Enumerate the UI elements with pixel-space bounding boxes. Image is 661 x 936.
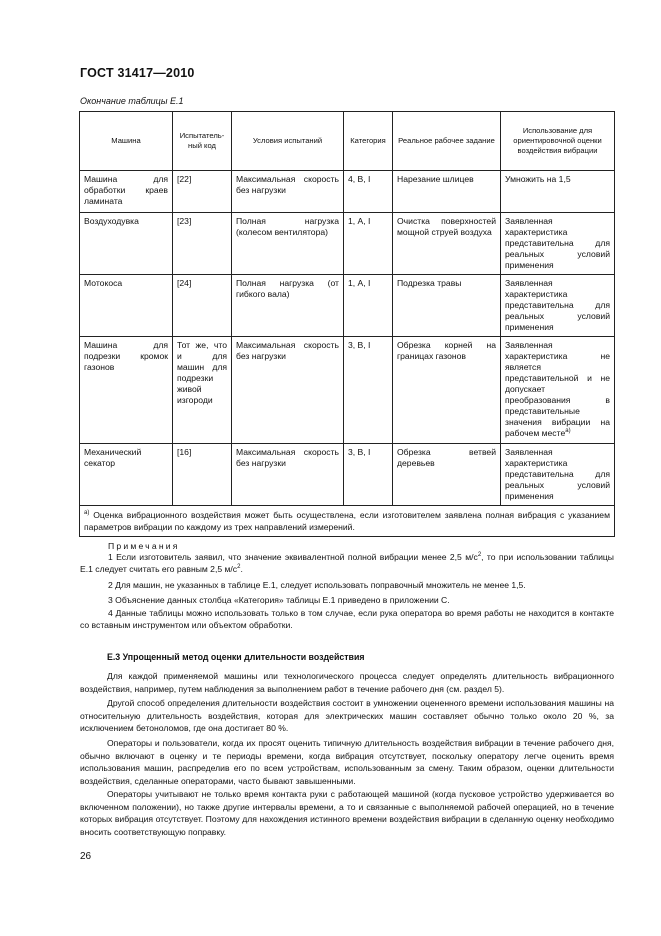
footnote-mark: а) bbox=[84, 510, 90, 517]
table-header-row bbox=[80, 112, 615, 171]
task-cell: Обрезка ветвей деревьев bbox=[393, 444, 501, 506]
category-cell: 3, В, I bbox=[344, 337, 393, 444]
column-header: Категория bbox=[344, 112, 393, 171]
note-3: 3 Объяснение данных столбца «Категория» таблицы Е.1 приведено в приложении С. bbox=[108, 595, 450, 605]
paragraph: Для каждой применяемой машины или технологического процесса следует определять длительность вибрационного воздействия, например, путем наблюдения за выполнением работ в течение рабочего дня (см. раздел 5). bbox=[80, 671, 614, 694]
task-cell: Подрезка травы bbox=[393, 275, 501, 337]
code-cell: [23] bbox=[173, 213, 232, 275]
task-cell: Обрезка корней на границах газонов bbox=[393, 337, 501, 444]
section-title: Е.3 Упрощенный метод оценки длительности воздействия bbox=[107, 652, 365, 662]
column-header: Реальное рабочее задание bbox=[393, 112, 501, 171]
task-cell: Очистка поверхностей мощной струей воздуха bbox=[393, 213, 501, 275]
column-header: Использование для ориентировочной оценки воздействия вибрации bbox=[501, 112, 615, 171]
footnote-text: Оценка вибрационного воздействия может быть осуществлена, если изготовителем заявлена полная вибрация с указанием параметров вибрации по каждому из трех направлений измерений. bbox=[84, 510, 610, 532]
machine-cell: Мотокоса bbox=[80, 275, 173, 337]
paragraph: Операторы учитывают не только время контакта руки с работающей машиной (когда пусковое устройство удерживается во включенном положении), но также другие интервалы времени, а то и связанные с выполняемой рабочей операцией, но в течение которых вибрация отсутствует. Поэтому для нахождения истинного времени воздействия вибрации в сделанную оценку необходимо вносить соответствующую поправку. bbox=[80, 789, 614, 837]
conditions-cell: Максимальная скорость без нагрузки bbox=[232, 337, 344, 444]
usage-text: Заявленная характеристика представительна для реальных условий применения bbox=[505, 278, 610, 332]
table-footnote-row bbox=[80, 506, 615, 537]
conditions-cell: Максимальная скорость без нагрузки bbox=[232, 444, 344, 506]
table-row bbox=[80, 171, 615, 213]
footnote-ref: а) bbox=[565, 428, 571, 435]
category-cell: 1, А, I bbox=[344, 213, 393, 275]
table-caption: Окончание таблицы Е.1 bbox=[80, 96, 184, 106]
machine-cell: Машина для обработки краев ламината bbox=[80, 171, 173, 213]
usage-text: Заявленная характеристика представительна для реальных условий применения bbox=[505, 447, 610, 501]
usage-cell bbox=[501, 337, 615, 444]
note-4: 4 Данные таблицы можно использовать только в том случае, если рука оператора во время работы не находится в контакте со вставным инструментом или объектом обработки. bbox=[80, 608, 614, 631]
note-1 bbox=[80, 551, 614, 576]
note-1-text: , то при использовании таблицы Е.1 следует считать его равным 2,5 м/с bbox=[80, 552, 614, 575]
table-row bbox=[80, 337, 615, 444]
code-cell: [24] bbox=[173, 275, 232, 337]
column-header: Испытатель-ный код bbox=[173, 112, 232, 171]
conditions-cell: Полная нагрузка (колесом вентилятора) bbox=[232, 213, 344, 275]
usage-text: Заявленная характеристика не является представительной и не допускает преобразования в представительные значения вибрации на рабочем месте bbox=[505, 340, 610, 438]
note-1-sup: 2 bbox=[477, 552, 482, 559]
table-footnote bbox=[80, 506, 615, 537]
note-1-text: 1 Если изготовитель заявил, что значение эквивалентной полной вибрации менее 2,5 м/с bbox=[108, 552, 478, 562]
usage-text: Умножить на 1,5 bbox=[505, 174, 571, 184]
usage-cell bbox=[501, 444, 615, 506]
note-1-sup: 2 bbox=[237, 564, 241, 571]
usage-cell bbox=[501, 171, 615, 213]
table-row bbox=[80, 444, 615, 506]
table-row bbox=[80, 213, 615, 275]
code-cell: Тот же, что и для машин для подрезки живой изгороди bbox=[173, 337, 232, 444]
note-1-text: . bbox=[240, 564, 243, 575]
machine-cell: Воздуходувка bbox=[80, 213, 173, 275]
document-title: ГОСТ 31417—2010 bbox=[80, 66, 195, 80]
notes-heading: Примечания bbox=[108, 541, 180, 551]
task-cell: Нарезание шлицев bbox=[393, 171, 501, 213]
machine-cell: Механический секатор bbox=[80, 444, 173, 506]
usage-text: Заявленная характеристика представительна для реальных условий применения bbox=[505, 216, 610, 270]
note-2: 2 Для машин, не указанных в таблице Е.1, следует использовать поправочный множитель не менее 1,5. bbox=[108, 580, 526, 590]
category-cell: 3, В, I bbox=[344, 444, 393, 506]
paragraph: Другой способ определения длительности воздействия состоит в умножении оцененного времени использования машины на относительную длительность воздействия, которая для электрических машин составляет обычно только около 20 %, за исключением бетоноломов, где она достигает 80 %. bbox=[80, 698, 614, 734]
code-cell: [16] bbox=[173, 444, 232, 506]
table-row bbox=[80, 275, 615, 337]
code-cell: [22] bbox=[173, 171, 232, 213]
page-number: 26 bbox=[80, 851, 92, 862]
conditions-cell: Полная нагрузка (от гибкого вала) bbox=[232, 275, 344, 337]
category-cell: 4, В, I bbox=[344, 171, 393, 213]
vibration-table bbox=[79, 111, 615, 537]
column-header: Условия испытаний bbox=[232, 112, 344, 171]
usage-cell bbox=[501, 213, 615, 275]
category-cell: 1, А, I bbox=[344, 275, 393, 337]
paragraph: Операторы и пользователи, когда их просят оценить типичную длительность воздействия вибрации в течение рабочего дня, обычно включают в оценку и те периоды времени, когда вибрация отсутствует, поскольку оператору легче оценить время использования машин, распределив его по всем устройствам, использованным за смену. Таким образом, оценки длительности воздействия, сделанные операторами, часто бывают завышенными. bbox=[80, 738, 614, 786]
machine-cell: Машина для подрезки кромок газонов bbox=[80, 337, 173, 444]
column-header: Машина bbox=[80, 112, 173, 171]
usage-cell bbox=[501, 275, 615, 337]
conditions-cell: Максимальная скорость без нагрузки bbox=[232, 171, 344, 213]
